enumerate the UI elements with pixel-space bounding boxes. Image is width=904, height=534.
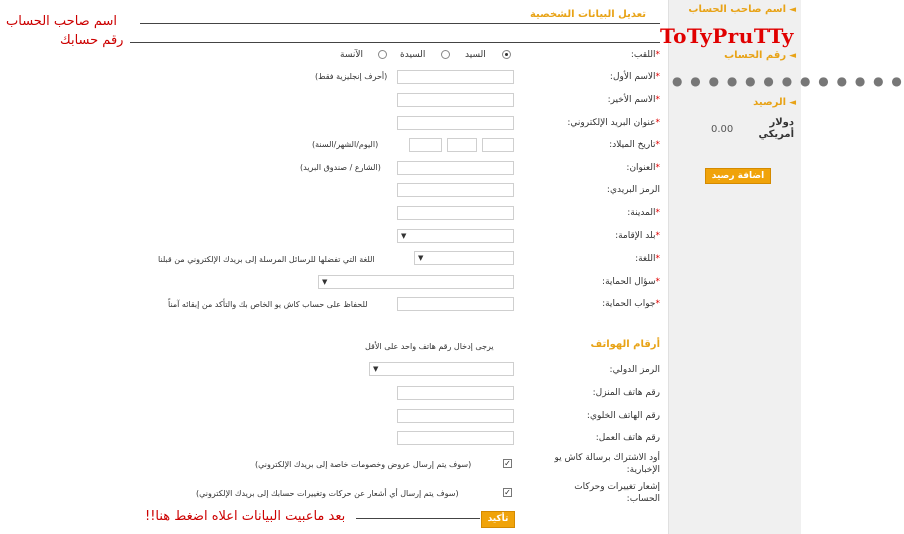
arrow-icon: ◄ <box>789 98 796 108</box>
chevron-down-icon: ▼ <box>418 254 424 262</box>
chevron-down-icon: ▼ <box>373 365 379 373</box>
radio-mrs[interactable] <box>441 50 450 59</box>
postal-code-input[interactable] <box>397 183 514 197</box>
first-name-input[interactable] <box>397 70 514 84</box>
radio-mrs-label: السيدة <box>400 50 426 60</box>
language-select[interactable] <box>414 251 514 265</box>
city-label: *المدينة: <box>627 208 660 218</box>
birth-day-input[interactable] <box>409 138 442 152</box>
newsletter-label: أود الاشتراك برسالة كاش يو الإخبارية: <box>554 453 660 475</box>
intl-code-label: الرمز الدولي: <box>609 365 660 375</box>
balance-currency: دولار أمريكي <box>758 117 794 140</box>
radio-miss-label: الآنسة <box>340 50 363 60</box>
sidebar-account-number: ◄رقم الحساب <box>724 50 796 61</box>
address-hint: (الشارع / صندوق البريد) <box>300 163 381 172</box>
first-name-hint: (أحرف إنجليزية فقط) <box>315 72 388 81</box>
arrow-icon: ◄ <box>789 51 796 61</box>
annotation-account-holder: اسم صاحب الحساب <box>6 14 117 29</box>
chevron-down-icon: ▼ <box>401 232 407 240</box>
title-label: *اللقب: <box>630 50 660 60</box>
address-label: *العنوان: <box>626 163 660 173</box>
notifications-label: إشعار تغييرات وحركات الحساب: <box>574 482 660 504</box>
birth-date-label: *تاريخ الميلاد: <box>609 140 660 150</box>
brand-logo: ToTyPruTTy <box>660 24 794 48</box>
radio-mr-label: السيد <box>465 50 486 60</box>
country-label: *بلد الإقامة: <box>615 231 660 241</box>
email-label: *عنوان البريد الإلكتروني: <box>567 118 660 128</box>
chevron-down-icon: ▼ <box>322 278 328 286</box>
annotation-line-account-number <box>130 42 660 43</box>
annotation-line-confirm <box>356 518 480 519</box>
mobile-phone-input[interactable] <box>397 409 514 423</box>
security-answer-hint: للحفاظ على حساب كاش يو الخاص بك والتأكد من إبقائه آمناً <box>168 300 368 309</box>
security-answer-input[interactable] <box>397 297 514 311</box>
language-label: *اللغة: <box>635 254 660 264</box>
balance-value: 0.00 <box>711 124 734 135</box>
radio-miss[interactable] <box>378 50 387 59</box>
annotation-account-number: رقم حسابك <box>60 33 124 48</box>
newsletter-hint: (سوف يتم إرسال عروض وخصومات خاصة إلى بريدك الإلكتروني) <box>255 460 472 469</box>
annotation-line-account-holder <box>140 23 660 24</box>
notifications-hint: (سوف يتم إرسال أي أشعار عن حركات وتغييرات حسابك إلى بريدك الإلكتروني) <box>196 489 459 498</box>
birth-month-input[interactable] <box>447 138 477 152</box>
phones-section-title: أرقام الهواتف <box>590 339 660 350</box>
address-input[interactable] <box>397 161 514 175</box>
security-question-label: *سؤال الحماية: <box>602 277 660 287</box>
newsletter-checkbox[interactable]: ✓ <box>504 459 511 468</box>
phones-note: يرجى إدخال رقم هاتف واحد على الأقل <box>365 342 494 351</box>
security-question-select[interactable] <box>318 275 514 289</box>
annotation-confirm-hint: بعد ماعبيت البيانات اعلاه اضغط هنا!! <box>145 509 346 524</box>
home-phone-label: رقم هاتف المنزل: <box>592 388 660 398</box>
arrow-icon: ◄ <box>789 5 796 15</box>
masked-account-number: ● ● ● ● ● ● ● ● ● ● ● ● ● <box>672 74 904 88</box>
last-name-input[interactable] <box>397 93 514 107</box>
email-input[interactable] <box>397 116 514 130</box>
notifications-checkbox[interactable]: ✓ <box>504 488 511 497</box>
intl-code-select[interactable] <box>369 362 514 376</box>
add-balance-button[interactable]: اضافة رصيد <box>705 168 771 184</box>
home-phone-input[interactable] <box>397 386 514 400</box>
mobile-phone-label: رقم الهاتف الخلوي: <box>586 411 660 421</box>
sidebar-account-holder: ◄اسم صاحب الحساب <box>688 4 796 15</box>
postal-code-label: الرمز البريدي: <box>606 185 660 195</box>
country-select[interactable] <box>397 229 514 243</box>
city-input[interactable] <box>397 206 514 220</box>
birth-year-input[interactable] <box>482 138 514 152</box>
birth-date-hint: (اليوم/الشهر/السنة) <box>312 140 379 149</box>
work-phone-input[interactable] <box>397 431 514 445</box>
first-name-label: *الاسم الأول: <box>609 72 660 82</box>
language-hint: اللغة التي تفضلها للرسائل المرسلة إلى بريدك الإلكتروني من قبلنا <box>158 255 375 264</box>
last-name-label: *الاسم الأخير: <box>607 95 660 105</box>
confirm-button[interactable]: تأكيد <box>481 511 515 528</box>
page-title: تعديل البيانات الشخصية <box>529 9 646 20</box>
work-phone-label: رقم هاتف العمل: <box>595 433 660 443</box>
sidebar-balance-title: ◄الرصيد <box>753 97 796 108</box>
security-answer-label: *جواب الحماية: <box>602 299 660 309</box>
radio-mr[interactable] <box>502 50 511 59</box>
